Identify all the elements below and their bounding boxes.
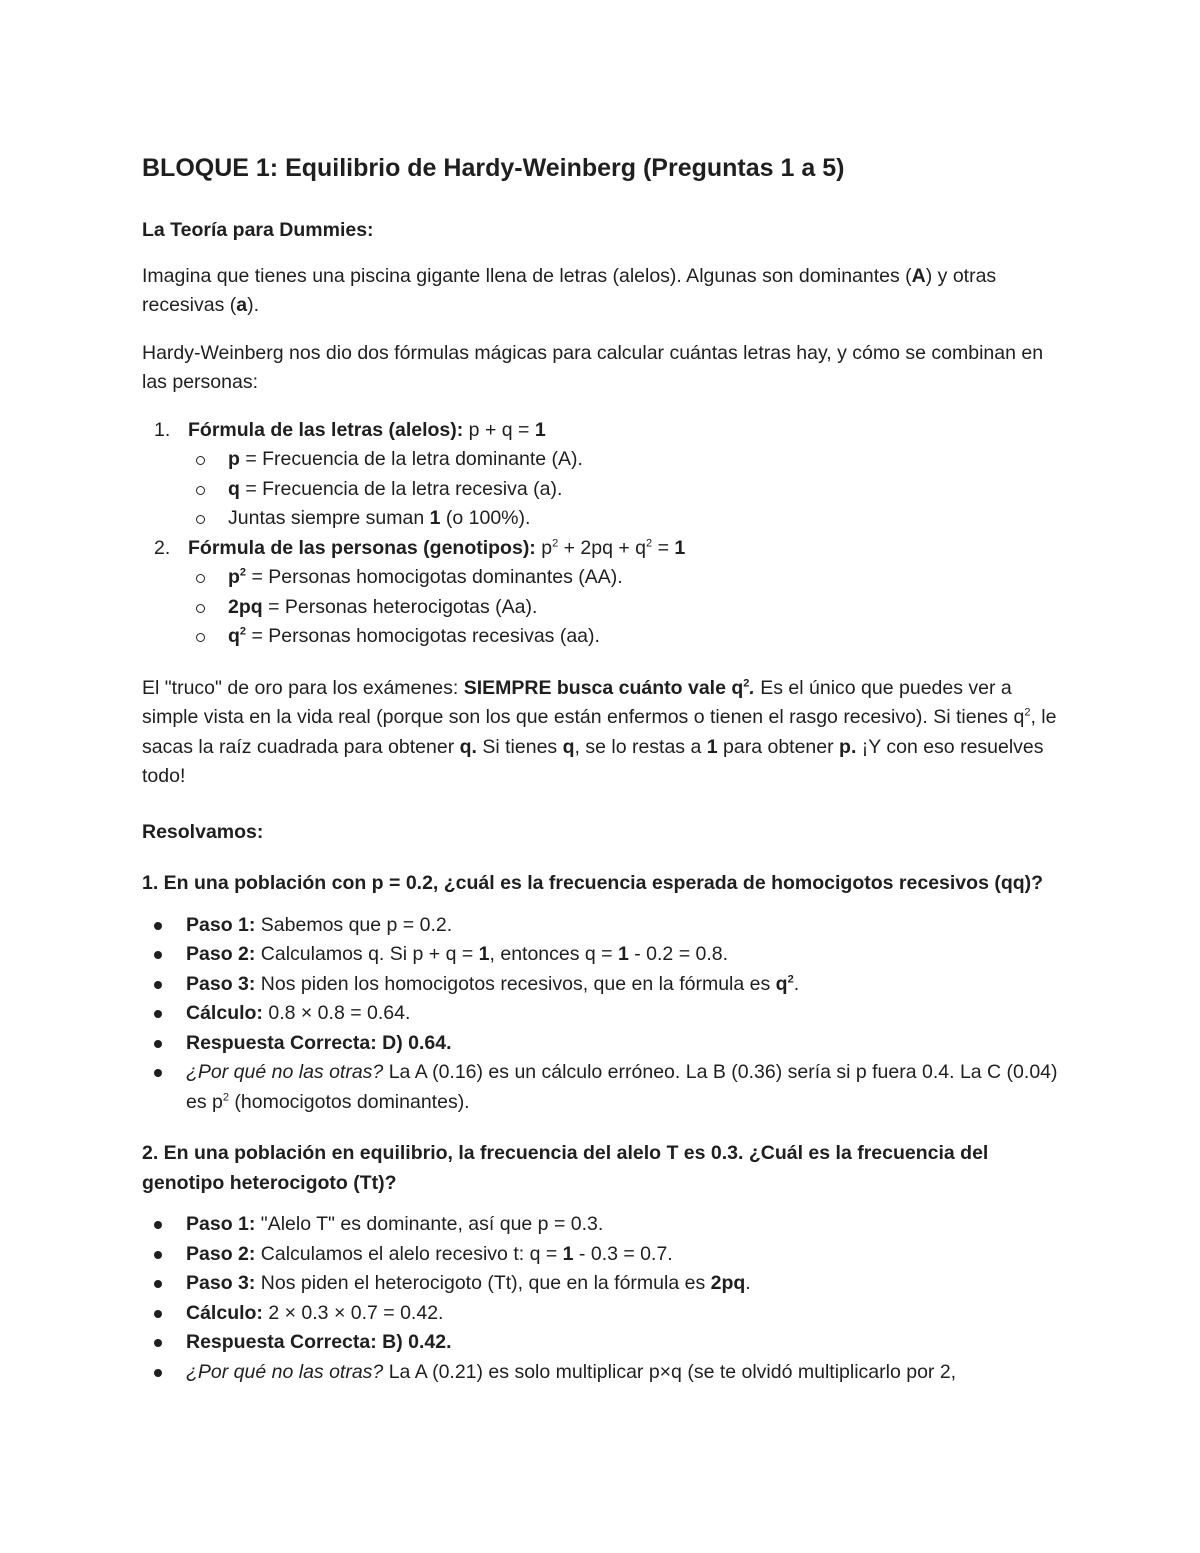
step-text: Calculamos el alelo recesivo t: q = bbox=[255, 1242, 563, 1265]
superscript: 2 bbox=[552, 537, 559, 549]
correct-answer: Respuesta Correcta: D) 0.64. bbox=[186, 1031, 452, 1054]
question-2-title: 2. En una población en equilibrio, la frecuencia del alelo T es 0.3. ¿Cuál es la frecuencia del genotipo heterocigoto (Tt)? bbox=[142, 1142, 989, 1194]
list-number: 1. bbox=[154, 418, 171, 441]
trick-text: ¡Y con eso resuelves todo! bbox=[142, 735, 1044, 787]
formula-expression: p + q = bbox=[463, 418, 535, 441]
superscript: 2 bbox=[787, 973, 794, 985]
trick-text: para obtener bbox=[717, 735, 840, 758]
var-desc: (o 100%). bbox=[440, 507, 531, 529]
superscript: 2 bbox=[743, 677, 750, 689]
step-text: - 0.2 = 0.8. bbox=[628, 943, 729, 965]
superscript: 2 bbox=[222, 1091, 229, 1103]
trick-text: , le sacas la raíz cuadrada para obtener bbox=[142, 706, 1057, 758]
step-item bbox=[142, 1240, 1060, 1270]
intro-text: ) y otras recesivas ( bbox=[142, 264, 997, 316]
step-item bbox=[142, 940, 1060, 970]
step-label: Paso 3: bbox=[186, 1272, 256, 1294]
intro-bold-a: a bbox=[236, 294, 248, 316]
step-item bbox=[142, 911, 1060, 941]
trick-bold: SIEMPRE busca cuánto vale q bbox=[463, 676, 744, 699]
step-label: Paso 1: bbox=[186, 1213, 256, 1235]
trick-bold: q bbox=[562, 735, 575, 758]
step-text: (homocigotos dominantes). bbox=[228, 1090, 470, 1113]
step-item bbox=[142, 999, 1060, 1029]
trick-text: El "truco" de oro para los exámenes: bbox=[142, 676, 464, 699]
sublist-item bbox=[188, 445, 1060, 475]
page-title: BLOQUE 1: Equilibrio de Hardy-Weinberg (Preguntas 1 a 5) bbox=[142, 154, 845, 182]
var-desc: = Frecuencia de la letra recesiva (a). bbox=[239, 477, 563, 500]
formula-expression-one: 1 bbox=[674, 536, 686, 559]
correct-answer: Respuesta Correcta: B) 0.42. bbox=[186, 1331, 452, 1353]
why-label: ¿Por qué no las otras? bbox=[186, 1061, 384, 1083]
step-bold: 1 bbox=[478, 943, 490, 965]
var-name: p bbox=[228, 448, 240, 470]
why-label: ¿Por qué no las otras? bbox=[186, 1360, 384, 1383]
step-text: Sabemos que p = 0.2. bbox=[255, 913, 453, 936]
step-item bbox=[142, 1299, 1060, 1329]
formula-item-1 bbox=[142, 416, 1060, 534]
trick-bold: p. bbox=[839, 735, 857, 758]
step-text: . bbox=[793, 972, 800, 995]
step-item bbox=[142, 1358, 1060, 1388]
step-text: Nos piden los homocigotos recesivos, que en la fórmula es bbox=[255, 972, 776, 995]
var-desc: = Frecuencia de la letra dominante (A). bbox=[239, 448, 583, 470]
step-text: 2 × 0.3 × 0.7 = 0.42. bbox=[262, 1301, 444, 1324]
question-1-title: 1. En una población con p = 0.2, ¿cuál es la frecuencia esperada de homocigotos recesivos (qq)? bbox=[142, 872, 1044, 894]
var-desc: = Personas homocigotas dominantes (AA). bbox=[246, 566, 623, 588]
step-item bbox=[142, 1029, 1060, 1059]
superscript: 2 bbox=[239, 625, 247, 638]
trick-bold: 1 bbox=[706, 735, 718, 758]
step-text: La A (0.21) es solo multiplicar p×q (se te olvidó multiplicarlo por 2, bbox=[383, 1360, 957, 1383]
sublist-item bbox=[188, 563, 1060, 593]
step-item bbox=[142, 970, 1060, 1000]
step-text: , entonces q = bbox=[489, 943, 618, 965]
formula-expression: p bbox=[535, 536, 553, 559]
step-label: Cálculo: bbox=[186, 1002, 263, 1024]
var-name: 1 bbox=[429, 507, 441, 529]
question-1-steps bbox=[142, 911, 1060, 1118]
sublist-item bbox=[188, 504, 1060, 534]
formula-label: Fórmula de las personas (genotipos): bbox=[188, 536, 536, 559]
step-text: Nos piden el heterocigoto (Tt), que en la fórmula es bbox=[255, 1272, 711, 1294]
formula-item-2 bbox=[142, 534, 1060, 652]
sublist-item bbox=[188, 475, 1060, 505]
trick-text: , se lo restas a bbox=[574, 735, 707, 758]
step-bold: q bbox=[775, 972, 788, 995]
intro-text: Imagina que tienes una piscina gigante llena de letras (alelos). Algunas son dominantes ( bbox=[142, 264, 912, 287]
step-bold: 2pq bbox=[710, 1272, 746, 1294]
superscript: 2 bbox=[646, 537, 653, 549]
step-item bbox=[142, 1269, 1060, 1299]
var-name: q bbox=[228, 477, 240, 500]
step-bold: 1 bbox=[617, 943, 629, 965]
step-label: Paso 1: bbox=[186, 913, 256, 936]
superscript: 2 bbox=[239, 566, 247, 579]
trick-text: Si tienes bbox=[476, 735, 563, 758]
step-text: "Alelo T" es dominante, así que p = 0.3. bbox=[255, 1213, 604, 1235]
formula-label: Fórmula de las letras (alelos): bbox=[188, 418, 464, 441]
var-name: p bbox=[228, 566, 240, 588]
intro-paragraph-2: Hardy-Weinberg nos dio dos fórmulas mágicas para calcular cuántas letras hay, y cómo se combinan en las personas: bbox=[142, 341, 1044, 393]
step-item bbox=[142, 1328, 1060, 1358]
theory-heading: La Teoría para Dummies: bbox=[142, 219, 374, 241]
step-bold: 1 bbox=[562, 1242, 574, 1265]
formula-expression: = bbox=[652, 536, 675, 559]
trick-bold: q. bbox=[459, 735, 477, 758]
var-name: q bbox=[228, 625, 240, 647]
question-2-steps bbox=[142, 1210, 1060, 1387]
sublist-item bbox=[188, 593, 1060, 623]
var-name: 2pq bbox=[228, 595, 263, 618]
superscript: 2 bbox=[1024, 706, 1031, 719]
intro-paragraph-1 bbox=[142, 262, 1060, 321]
formula-expression: + 2pq + q bbox=[558, 536, 647, 559]
trick-bold: . bbox=[749, 676, 755, 699]
var-desc: Juntas siempre suman bbox=[228, 507, 430, 529]
step-text: Calculamos q. Si p + q = bbox=[255, 943, 479, 965]
sublist-item bbox=[188, 622, 1060, 652]
formula-sublist bbox=[188, 445, 1060, 534]
trick-text: Es el único que puedes ver a simple vista en la vida real (porque son los que están enfermos o tienen el rasgo recesivo). Si tienes q bbox=[142, 676, 1025, 728]
step-text: La A (0.16) es un cálculo erróneo. La B (0.36) sería si p fuera 0.4. La C (0.04) es p bbox=[186, 1061, 1058, 1113]
step-text: - 0.3 = 0.7. bbox=[573, 1242, 673, 1265]
step-label: Cálculo: bbox=[186, 1301, 263, 1324]
formulas-list bbox=[142, 416, 1060, 652]
step-item bbox=[142, 1058, 1060, 1117]
intro-text: ). bbox=[247, 294, 260, 316]
step-label: Paso 2: bbox=[186, 1242, 256, 1265]
formula-expression-one: 1 bbox=[534, 418, 546, 441]
var-desc: = Personas heterocigotas (Aa). bbox=[262, 595, 538, 618]
var-desc: = Personas homocigotas recesivas (aa). bbox=[246, 625, 600, 647]
trick-paragraph bbox=[142, 674, 1060, 792]
step-item bbox=[142, 1210, 1060, 1240]
step-text: . bbox=[745, 1272, 751, 1294]
step-text: 0.8 × 0.8 = 0.64. bbox=[262, 1002, 411, 1024]
step-label: Paso 3: bbox=[186, 972, 256, 995]
formula-sublist bbox=[188, 563, 1060, 652]
list-number: 2. bbox=[154, 536, 171, 559]
intro-bold-A: A bbox=[911, 264, 926, 287]
step-label: Paso 2: bbox=[186, 943, 256, 965]
resolvamos-heading: Resolvamos: bbox=[142, 820, 264, 843]
